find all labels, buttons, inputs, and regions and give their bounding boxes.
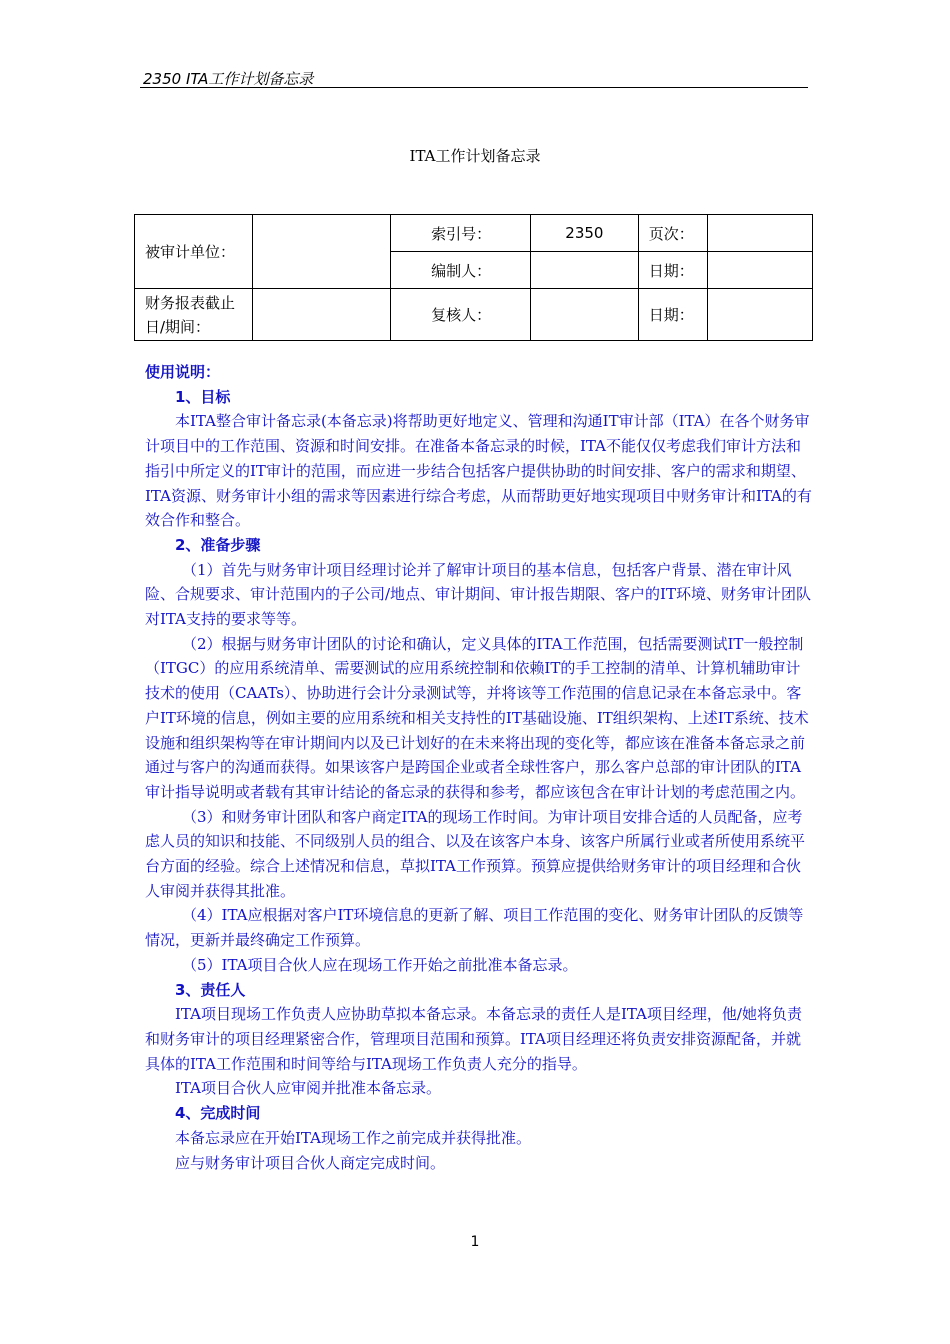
index-label: 索引号：	[431, 224, 492, 243]
preparer-value-cell	[531, 252, 639, 289]
date2-value-cell	[708, 289, 813, 341]
section-heading-steps: 2、准备步骤	[175, 535, 261, 554]
page-label: 页次：	[648, 224, 694, 243]
completion-paragraph-2: 应与财务审计项目合伙人商定完成时间。	[175, 1153, 446, 1172]
page-label-cell	[638, 215, 707, 252]
step-4-paragraph: （4）ITA应根据对客户IT环境信息的更新了解、项目工作范围的变化、财务审计团队的反馈等情况，更新并最终确定工作预算。	[145, 906, 804, 950]
reviewer-label: 复核人：	[431, 306, 492, 324]
index-value-cell	[531, 215, 639, 252]
instructions-body	[145, 360, 813, 1175]
index-label-cell	[391, 215, 531, 252]
audited-unit-label: 被审计单位：	[145, 243, 236, 261]
index-value: 2350	[565, 224, 604, 242]
completion-paragraph-1: 本备忘录应在开始ITA现场工作之前完成并获得批准。	[175, 1128, 531, 1147]
step-1-paragraph: （1）首先与财务审计项目经理讨论并了解审计项目的基本信息，包括客户背景、潜在审计风险、合规要求、审计范围内的子公司/地点、审计期间、审计报告期限、客户的IT环境、财务审计团队对ITA支持的要求等等。	[145, 560, 811, 629]
section-heading-responsible: 3、责任人	[175, 980, 246, 999]
responsible-paragraph-2: ITA项目合伙人应审阅并批准本备忘录。	[175, 1079, 441, 1098]
period-label-cell	[135, 289, 253, 341]
instructions-heading: 使用说明：	[145, 363, 221, 381]
objective-paragraph: 本ITA整合审计备忘录(本备忘录)将帮助更好地定义、管理和沟通IT审计部（ITA）在各个财务审计项目中的工作范围、资源和时间安排。在准备本备忘录的时候，ITA不能仅仅考虑我们审计方法和指引中所定义的IT审计的范围，而应进一步结合包括客户提供协助的时间安排、客户的需求和期望、ITA资源、财务审计小组的需求等因素进行综合考虑，从而帮助更好地实现项目中财务审计和ITA的有效合作和整合。	[145, 412, 812, 530]
period-label: 财务报表截止日/期间：	[145, 293, 236, 336]
step-2-paragraph: （2）根据与财务审计团队的讨论和确认，定义具体的ITA工作范围，包括需要测试IT一般控制（ITGC）的应用系统清单、需要测试的应用系统控制和依赖IT的手工控制的清单、计算机辅助审计技术的使用（CAATs）、协助进行会计分录测试等，并将该等工作范围的信息记录在本备忘录中。客户IT环境的信息，例如主要的应用系统和相关支持性的IT基础设施、IT组织架构、上述IT系统、技术设施和组织架构等在审计期间内以及已计划好的在未来将出现的变化等，都应该在准备本备忘录之前通过与客户的沟通而获得。如果该客户是跨国企业或者全球性客户，那么客户总部的审计团队的ITA审计指导说明或者载有其审计结论的备忘录的获得和参考，都应该包含在审计计划的考虑范围之内。	[145, 634, 809, 801]
step-3-paragraph: （3）和财务审计团队和客户商定ITA的现场工作时间。为审计项目安排合适的人员配备，应考虑人员的知识和技能、不同级别人员的组合、以及在该客户本身、该客户所属行业或者所使用系统平台方面的经验。综合上述情况和信息，草拟ITA工作预算。预算应提供给财务审计的项目经理和合伙人审阅并获得其批准。	[145, 807, 806, 900]
preparer-label-cell	[391, 252, 531, 289]
reviewer-label-cell	[391, 289, 531, 341]
reviewer-value-cell	[531, 289, 639, 341]
running-header: 2350 ITA工作计划备忘录	[143, 70, 314, 88]
header-rule	[140, 87, 808, 88]
date1-label: 日期：	[648, 261, 694, 280]
audited-unit-value-cell	[253, 215, 391, 289]
document-title: ITA工作计划备忘录	[409, 147, 541, 165]
date2-label: 日期：	[648, 306, 694, 324]
period-value-cell	[253, 289, 391, 341]
date1-label-cell	[638, 252, 707, 289]
audited-unit-label-cell	[135, 215, 253, 289]
date2-label-cell	[638, 289, 707, 341]
step-5-paragraph: （5）ITA项目合伙人应在现场工作开始之前批准本备忘录。	[182, 955, 578, 974]
page-number: 1	[470, 1234, 480, 1250]
section-heading-objective: 1、目标	[175, 387, 231, 406]
info-table	[134, 214, 813, 341]
preparer-label: 编制人：	[431, 261, 492, 280]
responsible-paragraph-1: ITA项目现场工作负责人应协助草拟本备忘录。本备忘录的责任人是ITA项目经理，他/她将负责和财务审计的项目经理紧密合作，管理项目范围和预算。ITA项目经理还将负责安排资源配备，并就具体的ITA工作范围和时间等给与ITA现场工作负责人充分的指导。	[145, 1005, 802, 1073]
page-value-cell	[708, 215, 813, 252]
section-heading-completion: 4、完成时间	[175, 1104, 261, 1123]
date1-value-cell	[708, 252, 813, 289]
